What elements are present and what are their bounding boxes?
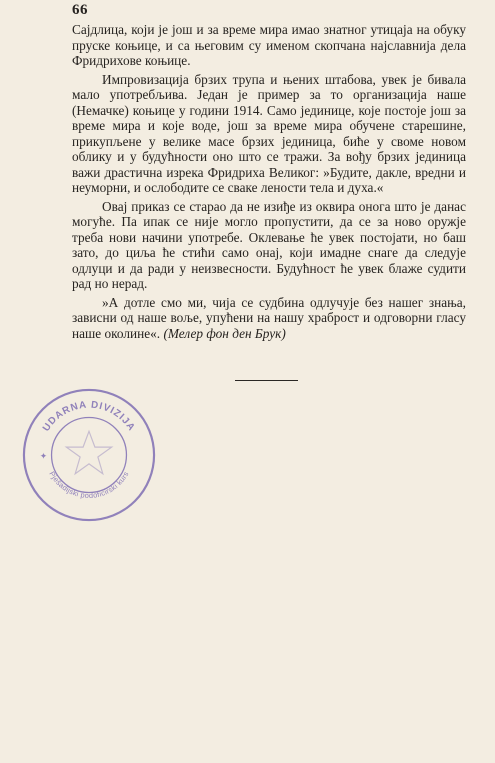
stamp-top-text: UDARNA DIVIZIJA bbox=[40, 399, 138, 434]
body-text bbox=[72, 22, 466, 344]
page-number: 66 bbox=[72, 2, 88, 18]
rubber-stamp bbox=[20, 386, 158, 524]
closing-quote: »А дотле смо ми, чија се судбина одлучује без нашег знања, зависни од наше воље, упућени на нашу храброст и одговорни гласу наше околине«. bbox=[72, 294, 466, 341]
stamp-bottom-text: Pješadijski podoficirski kurs bbox=[47, 469, 131, 500]
quote-attribution: (Мелер фон ден Брук) bbox=[163, 325, 286, 341]
section-divider bbox=[235, 380, 298, 381]
paragraph-4 bbox=[72, 295, 466, 342]
paragraph-2: Импровизација брзих трупа и њених штабова, увек је бивала мало употребљива. Један је пример за то организација наше (Немачке) коњице у години 1914. Само јединице, које постоје још за време мира и које воде, још за време мира обучене старешине, прикупљене у велике масе брзих јединица, биће у своме новом облику и у будућности оно што се тражи. За вођу брзих јединица важи драстична изрека Фридриха Великог: »Будите, дакле, вредни и неуморни, и ослободите се сваке лености тела и духа.« bbox=[72, 71, 466, 195]
paragraph-1: Сајдлица, који је још и за време мира имао знатног утицаја на обуку пруске коњице, и са његовим су именом скопчана најславнија дела Фридрихове коњице. bbox=[72, 22, 466, 68]
stamp-star-left-icon: ✦ bbox=[39, 450, 48, 461]
star-emblem-icon bbox=[66, 431, 111, 473]
paragraph-3: Овај приказ се старао да не изиђе из оквира онога што је данас могуће. Па ипак се није могло пропустити, да се за ново оружје треба нови начини употребе. Оклевање ће увек постојати, но баш зато, до циља ће стићи само онај, који имадне снаге да следује одлуци и да ради у неизвесности. Будућност ће увек блаже судити рад но нерад. bbox=[72, 198, 466, 291]
